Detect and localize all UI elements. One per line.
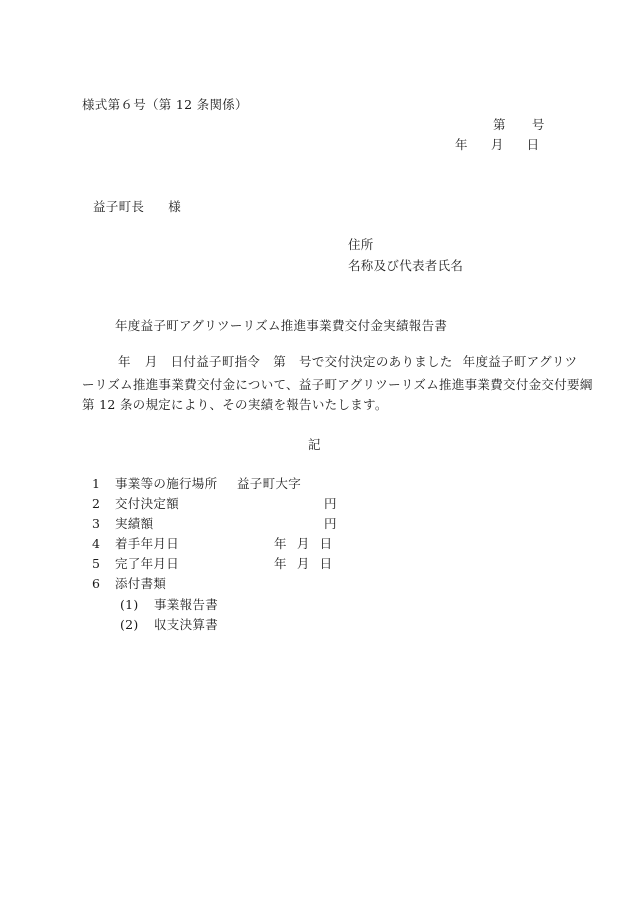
list-item [92,576,166,592]
item-label: 交付決定額 [115,496,180,511]
form-number: 様式第６号（第 12 条関係） [82,97,248,112]
item-date-day: 日 [319,556,333,571]
item-number: 2 [92,496,101,511]
item-date-year: 年 [274,556,287,571]
item-number: 1 [92,476,101,491]
body-text-line-1 [82,354,577,370]
item-date-month: 月 [296,556,310,571]
list-item [92,556,333,572]
attachment-label: 事業報告書 [154,597,219,612]
item-number: 3 [92,516,101,531]
doc-number-dai: 第 [493,117,506,132]
list-item [92,516,337,532]
item-number: 5 [92,556,101,571]
addressee-name: 益子町長 [93,199,145,214]
body-go-decision: 号で交付決定のありました [299,354,453,369]
body-year: 年 [118,354,131,369]
item-value: 益子町大字 [237,476,302,491]
ki-heading: 記 [308,437,321,452]
item-number: 6 [92,576,101,591]
body-month: 月 [144,354,158,369]
addressee-honorific: 様 [168,199,182,214]
body-dai: 第 [273,354,287,369]
item-value: 円 [324,516,337,531]
item-date-year: 年 [274,536,287,551]
item-value: 円 [324,496,337,511]
doc-number-go: 号 [531,117,545,132]
item-label: 着手年月日 [115,536,180,551]
attachment-number: (1) [120,597,139,612]
addressee [93,199,181,215]
item-label: 完了年月日 [115,556,180,571]
date-year: 年 [455,137,468,152]
date-month: 月 [490,137,504,152]
applicant-address-label: 住所 [348,237,374,252]
item-date-day: 日 [319,536,333,551]
date-day: 日 [526,137,540,152]
item-label: 実績額 [115,516,154,531]
body-day-directive: 日付益子町指令 [170,354,261,369]
document-date-line [455,137,539,153]
item-date-month: 月 [296,536,310,551]
body-fiscal-year: 年度益子町アグリツ [462,354,578,369]
list-item [92,476,302,492]
item-date-value [274,536,332,552]
item-number: 4 [92,536,101,551]
attachment-label: 収支決算書 [154,617,219,632]
attachment-item [120,617,218,633]
list-item [92,536,333,552]
body-text-line-2: ーリズム推進事業費交付金について、益子町アグリツーリズム推進事業費交付金交付要綱 [82,377,593,392]
item-label: 添付書類 [115,576,167,591]
body-text-line-3: 第 12 条の規定により、その実績を報告いたします。 [82,397,388,412]
attachment-item [120,597,218,613]
item-label: 事業等の施行場所 [115,476,218,491]
item-date-value [274,556,332,572]
list-item [92,496,337,512]
document-number-line [493,117,545,133]
applicant-name-label: 名称及び代表者氏名 [348,258,464,273]
attachment-number: (2) [120,617,139,632]
report-title: 年度益子町アグリツーリズム推進事業費交付金実績報告書 [115,318,448,333]
